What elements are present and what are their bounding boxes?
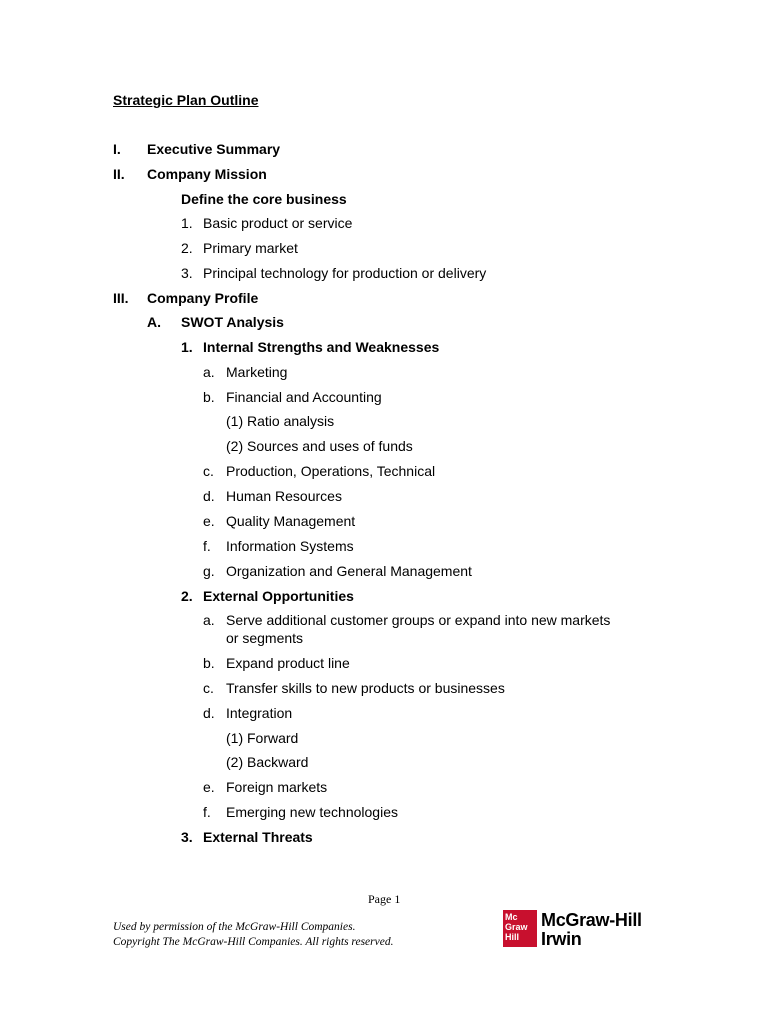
outline-num: 2.: [181, 588, 193, 604]
outline-line: Primary market: [203, 240, 298, 256]
outline-num: I.: [113, 141, 121, 157]
outline-line: Human Resources: [226, 488, 342, 504]
outline-line: Expand product line: [226, 655, 350, 671]
outline-line: External Opportunities: [203, 588, 354, 604]
logo-mark: Mc Graw Hill: [503, 910, 537, 947]
outline-num: A.: [147, 314, 161, 330]
outline-line: (2) Sources and uses of funds: [226, 438, 413, 454]
outline-num: c.: [203, 463, 214, 479]
outline-num: 2.: [181, 240, 193, 256]
outline-num: d.: [203, 705, 215, 721]
outline-line: Production, Operations, Technical: [226, 463, 436, 479]
outline-line: Quality Management: [226, 513, 356, 529]
outline-line: (1) Forward: [226, 730, 299, 746]
outline-line: Define the core business: [181, 191, 347, 207]
page-title: Strategic Plan Outline: [113, 92, 259, 108]
outline-num: 1.: [181, 339, 193, 355]
outline-num: g.: [203, 563, 215, 579]
outline-num: a.: [203, 612, 215, 628]
outline-line: SWOT Analysis: [181, 314, 284, 330]
outline-line: (1) Ratio analysis: [226, 413, 335, 429]
outline-line: Company Profile: [147, 290, 259, 306]
outline-line: Emerging new technologies: [226, 804, 398, 820]
outline-num: c.: [203, 680, 214, 696]
copyright-note: Copyright The McGraw-Hill Companies. All rights reserved.: [113, 936, 394, 948]
outline-num: f.: [203, 804, 211, 820]
outline-line: External Threats: [203, 829, 313, 845]
outline-line: Financial and Accounting: [226, 389, 382, 405]
outline-num: 3.: [181, 829, 193, 845]
outline-line: Company Mission: [147, 166, 267, 182]
outline-num: e.: [203, 513, 215, 529]
outline-num: II.: [113, 166, 125, 182]
outline-num: a.: [203, 364, 215, 380]
outline-num: III.: [113, 290, 129, 306]
outline-num: f.: [203, 538, 211, 554]
outline-line: Integration: [226, 705, 293, 721]
outline-line: Marketing: [226, 364, 288, 380]
outline-line: or segments: [226, 630, 304, 646]
outline-num: 3.: [181, 265, 193, 281]
logo-text-irwin: Irwin: [541, 929, 582, 949]
outline-num: 1.: [181, 215, 193, 231]
page-number: Page 1: [368, 892, 401, 906]
logo-text-mcgraw-hill: McGraw-Hill: [541, 910, 642, 930]
outline-line: Serve additional customer groups or expand into new markets: [226, 612, 611, 628]
outline-line: Information Systems: [226, 538, 354, 554]
outline-line: Executive Summary: [147, 141, 281, 157]
outline-line: Basic product or service: [203, 215, 353, 231]
permission-note: Used by permission of the McGraw-Hill Companies.: [113, 921, 356, 933]
outline-num: b.: [203, 389, 215, 405]
publisher-logo: [503, 910, 653, 950]
outline-line: Transfer skills to new products or businesses: [226, 680, 505, 696]
outline-line: Organization and General Management: [226, 563, 472, 579]
outline-line: Principal technology for production or delivery: [203, 265, 487, 281]
outline-num: b.: [203, 655, 215, 671]
outline-line: Foreign markets: [226, 779, 328, 795]
outline-line: (2) Backward: [226, 754, 309, 770]
outline-num: e.: [203, 779, 215, 795]
outline-line: Internal Strengths and Weaknesses: [203, 339, 440, 355]
outline-num: d.: [203, 488, 215, 504]
